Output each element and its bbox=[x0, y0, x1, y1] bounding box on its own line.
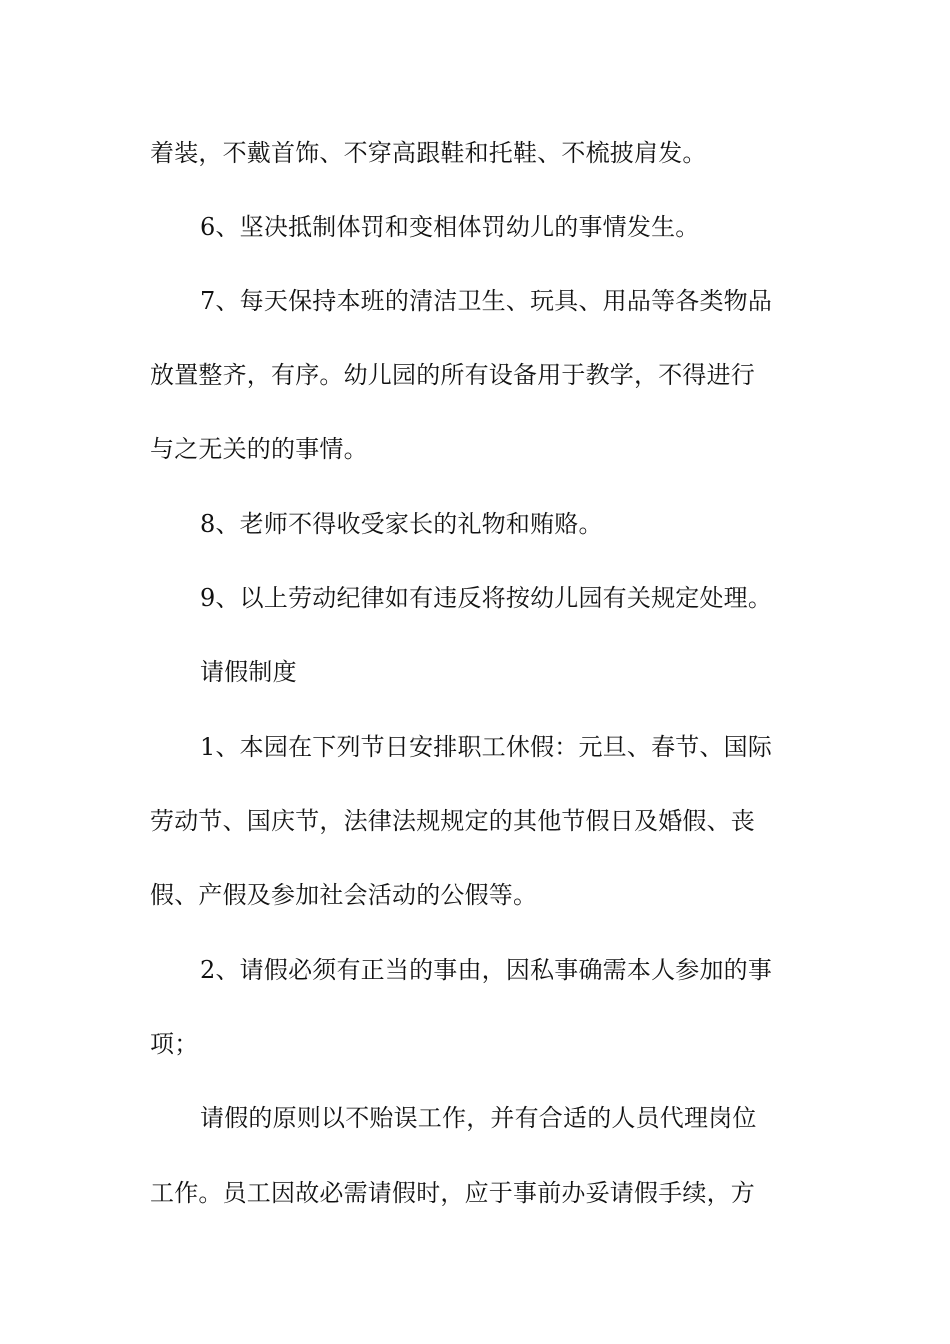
list-item-7: 7、每天保持本班的清洁卫生、玩具、用品等各类物品 bbox=[200, 287, 773, 315]
paragraph-start: 请假的原则以不贻误工作，并有合适的人员代理岗位 bbox=[200, 1104, 757, 1132]
text-line: 假、产假及参加社会活动的公假等。 bbox=[150, 881, 538, 909]
text-line: 工作。员工因故必需请假时，应于事前办妥请假手续，方 bbox=[150, 1179, 755, 1207]
list-item-2: 2、请假必须有正当的事由，因私事确需本人参加的事 bbox=[200, 956, 773, 984]
text-line: 着装，不戴首饰、不穿高跟鞋和托鞋、不梳披肩发。 bbox=[150, 139, 707, 167]
list-item-6: 6、坚决抵制体罚和变相体罚幼儿的事情发生。 bbox=[200, 213, 700, 241]
text-line: 项； bbox=[150, 1030, 199, 1058]
text-line: 劳动节、国庆节，法律法规规定的其他节假日及婚假、丧 bbox=[150, 807, 755, 835]
text-line: 与之无关的的事情。 bbox=[150, 435, 368, 463]
list-item-9: 9、以上劳动纪律如有违反将按幼儿园有关规定处理。 bbox=[200, 584, 773, 612]
list-item-8: 8、老师不得收受家长的礼物和贿赂。 bbox=[200, 510, 603, 538]
list-item-1: 1、本园在下列节日安排职工休假：元旦、春节、国际 bbox=[200, 733, 773, 761]
text-line: 放置整齐，有序。幼儿园的所有设备用于教学，不得进行 bbox=[150, 361, 755, 389]
section-heading: 请假制度 bbox=[200, 658, 297, 686]
